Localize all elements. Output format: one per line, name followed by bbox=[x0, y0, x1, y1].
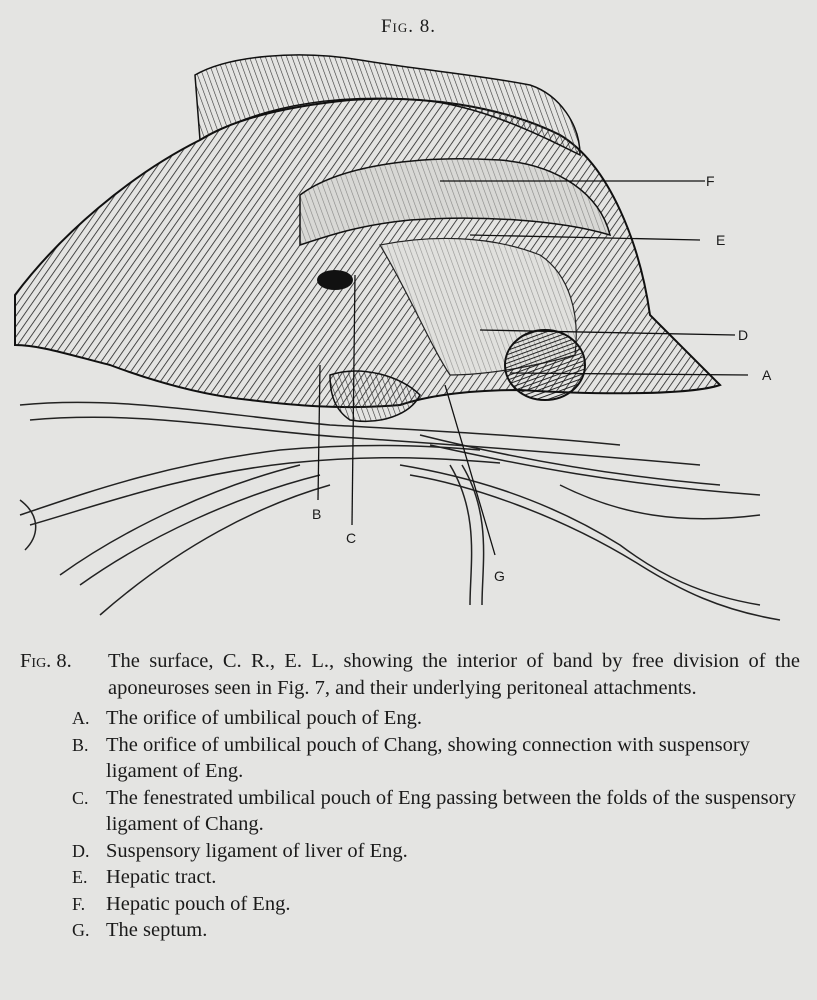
legend-text: The orifice of umbilical pouch of Chang, showing connection with suspensory ligament of Eng. bbox=[106, 733, 750, 782]
legend-text: The fenestrated umbilical pouch of Eng passing between the folds of the suspensory ligament of Chang. bbox=[106, 786, 796, 835]
label-d: D bbox=[738, 327, 749, 343]
label-g: G bbox=[494, 568, 505, 584]
caption-fig-ref: Fig. 8. bbox=[20, 650, 72, 672]
legend-key: E. bbox=[72, 867, 88, 887]
legend-text: Hepatic pouch of Eng. bbox=[106, 892, 291, 915]
legend-text: The septum. bbox=[106, 919, 208, 941]
legend-item bbox=[20, 838, 800, 865]
anatomical-illustration bbox=[0, 45, 817, 635]
figure-title: Fig. 8. bbox=[380, 16, 437, 37]
legend-key: C. bbox=[72, 787, 89, 808]
legend-item bbox=[20, 732, 800, 785]
legend-key: A. bbox=[72, 708, 90, 728]
legend-text: The orifice of umbilical pouch of Eng. bbox=[106, 707, 422, 729]
tissue-mass bbox=[15, 99, 720, 407]
legend-key: B. bbox=[72, 734, 89, 755]
label-b: B bbox=[312, 506, 322, 522]
figure-caption bbox=[20, 648, 800, 944]
label-e: E bbox=[716, 232, 726, 248]
orifice-a-shape bbox=[505, 330, 585, 400]
label-a: A bbox=[762, 367, 772, 383]
legend-key: G. bbox=[72, 920, 90, 940]
label-f: F bbox=[706, 173, 715, 189]
legend-item bbox=[20, 917, 800, 944]
legend-text: Hepatic tract. bbox=[106, 866, 217, 888]
legend-item bbox=[20, 891, 800, 918]
legend-item bbox=[20, 785, 800, 838]
legend-key: F. bbox=[72, 893, 86, 914]
legend-item bbox=[20, 864, 800, 891]
legend-item bbox=[20, 705, 800, 732]
label-c: C bbox=[346, 530, 357, 546]
legend-list bbox=[20, 705, 800, 944]
caption-text: The surface, C. R., E. L., showing the interior of band by free division of the aponeuroses seen in Fig. 7, and their underlying peritoneal attachments. bbox=[108, 650, 800, 699]
legend-text: Suspensory ligament of liver of Eng. bbox=[106, 839, 408, 862]
legend-key: D. bbox=[72, 840, 90, 861]
